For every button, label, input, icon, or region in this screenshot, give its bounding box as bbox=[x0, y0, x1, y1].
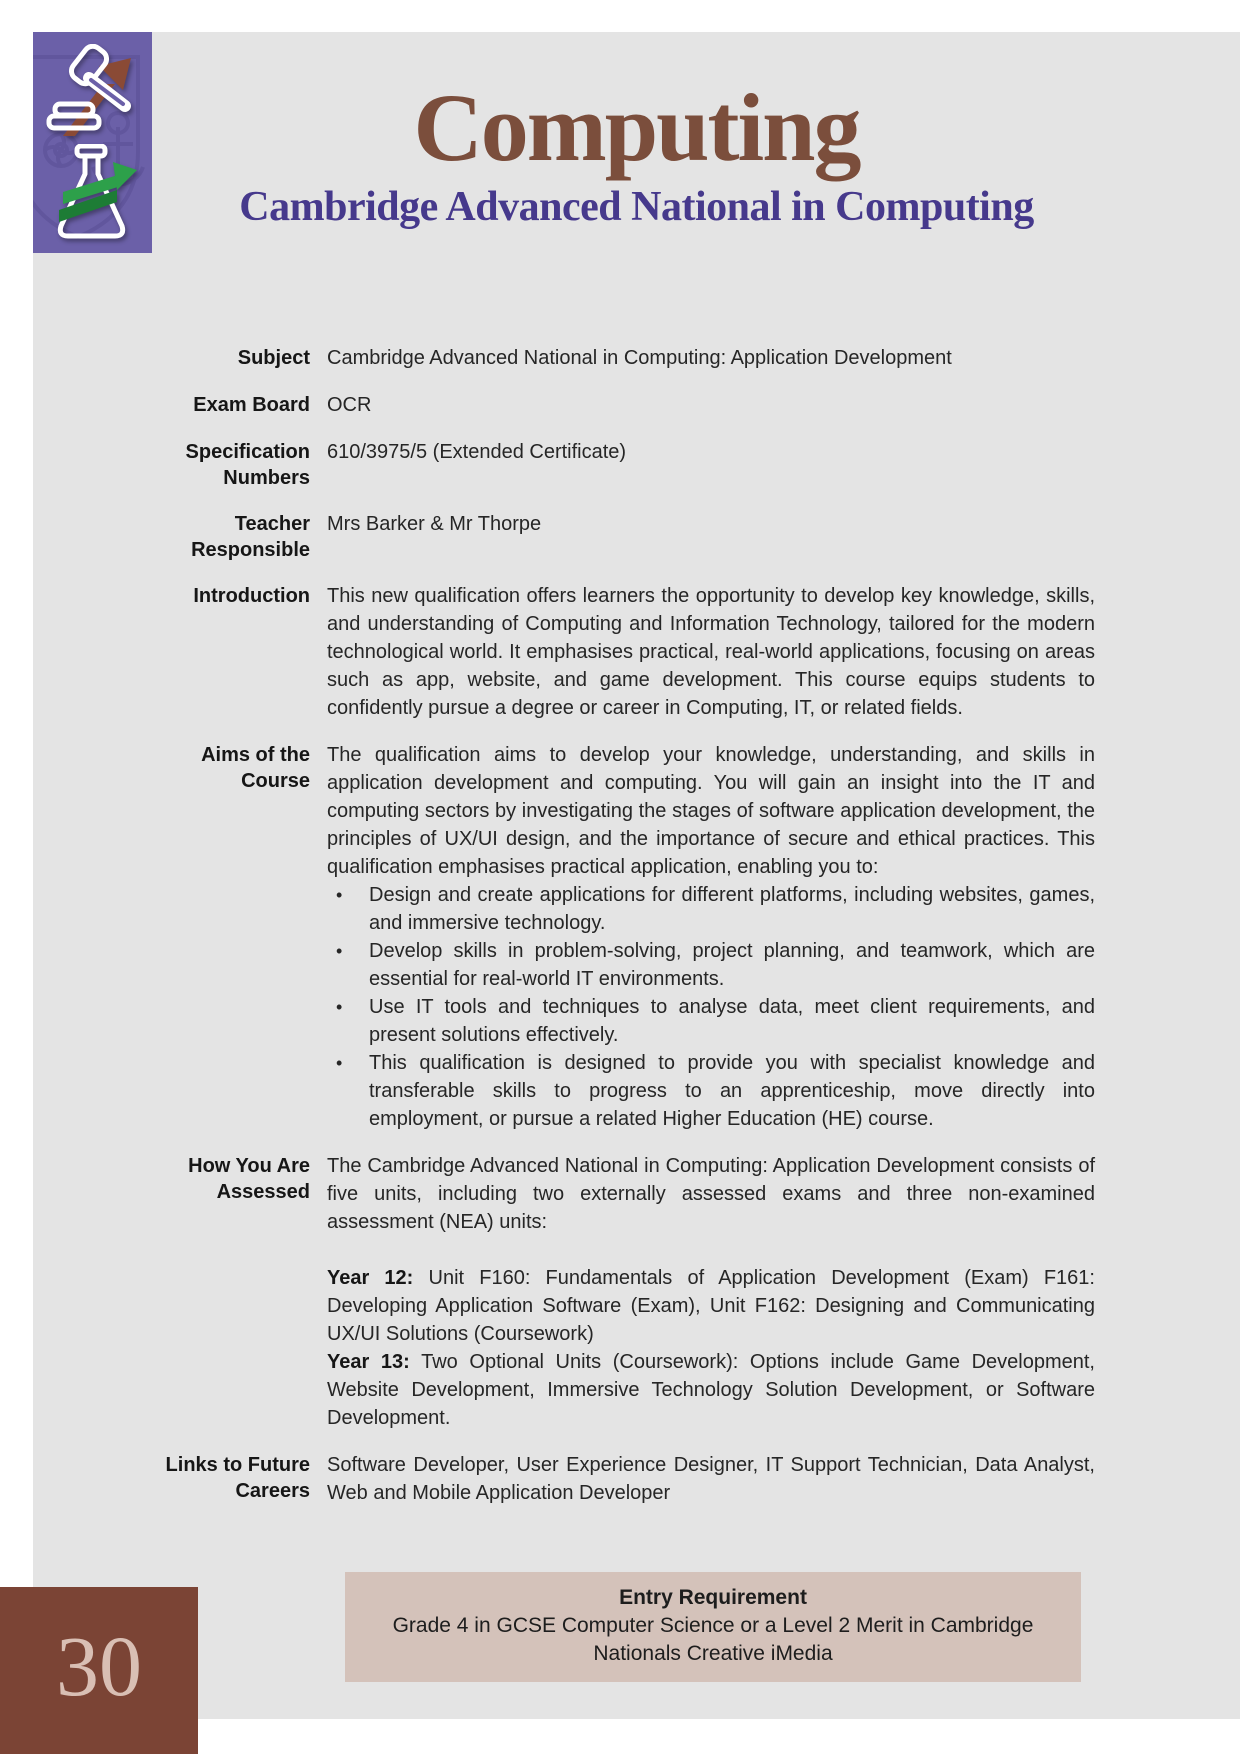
field-value: 610/3975/5 (Extended Certificate) bbox=[327, 441, 627, 463]
field-label: Aims of the Course bbox=[201, 744, 310, 792]
field-row-teacher bbox=[150, 510, 1095, 563]
field-label: Introduction bbox=[193, 585, 310, 607]
bullet-marker: • bbox=[336, 1053, 343, 1073]
bullet-marker: • bbox=[336, 885, 343, 905]
field-row-specification bbox=[150, 438, 1095, 491]
field-value: OCR bbox=[327, 394, 372, 416]
bullet-marker: • bbox=[336, 997, 343, 1017]
field-label: Specification Numbers bbox=[185, 441, 310, 489]
field-row-subject bbox=[150, 344, 1095, 372]
field-label: Links to Future Careers bbox=[165, 1454, 310, 1502]
list-item: • This qualification is designed to provide you with specialist knowledge and transferable skills to progress to an apprenticeship, move directly into employment, or pursue a related Higher Education (HE) course. bbox=[327, 1049, 1095, 1133]
course-details bbox=[150, 344, 1095, 1526]
field-row-aims bbox=[150, 741, 1095, 1133]
entry-requirement-box bbox=[345, 1572, 1081, 1682]
page-number: 30 bbox=[56, 1618, 142, 1714]
field-label: Exam Board bbox=[193, 394, 310, 416]
assessed-intro: The Cambridge Advanced National in Computing: Application Development consists of five units, including two externally assessed exams and three non-examined assessment (NEA) units: bbox=[327, 1155, 1095, 1233]
header bbox=[33, 0, 1240, 230]
blank-line bbox=[327, 1236, 1095, 1264]
field-value bbox=[327, 1152, 1095, 1432]
page-subtitle: Cambridge Advanced National in Computing bbox=[239, 184, 1034, 230]
field-value: Software Developer, User Experience Designer, IT Support Technician, Data Analyst, Web and Mobile Application Developer bbox=[327, 1454, 1095, 1504]
field-value: This new qualification offers learners the opportunity to develop key knowledge, skills, and understanding of Computing and Information Technology, tailored for the modern technological world. It emphasises practical, real-world applications, focusing on areas such as app, website, and game development. This course equips students to confidently pursue a degree or career in Computing, IT, or related fields. bbox=[327, 585, 1095, 719]
list-item: • Develop skills in problem-solving, project planning, and teamwork, which are essential for real-world IT environments. bbox=[327, 937, 1095, 993]
year12-label: Year 12: bbox=[327, 1267, 414, 1289]
field-label: Subject bbox=[237, 347, 310, 369]
field-value bbox=[327, 741, 1095, 1133]
page-title: Computing bbox=[413, 74, 860, 181]
field-row-exam-board bbox=[150, 391, 1095, 419]
year13-label: Year 13: bbox=[327, 1351, 410, 1373]
field-label: Teacher Responsible bbox=[191, 513, 310, 561]
bullet-marker: • bbox=[336, 941, 343, 961]
list-item: • Use IT tools and techniques to analyse data, meet client requirements, and present solutions effectively. bbox=[327, 993, 1095, 1049]
page-number-box bbox=[0, 1587, 198, 1754]
assessed-year13: Year 13: Two Optional Units (Coursework): Options include Game Development, Website Development, Immersive Technology Solution Development, or Software Development. bbox=[327, 1351, 1095, 1429]
field-row-assessed bbox=[150, 1152, 1095, 1432]
entry-requirement-title: Entry Requirement bbox=[619, 1586, 807, 1609]
aims-intro: The qualification aims to develop your knowledge, understanding, and skills in application development and computing. You will gain an insight into the IT and computing sectors by investigating the stages of software application development, the principles of UX/UI design, and the importance of secure and ethical practices. This qualification emphasises practical application, enabling you to: bbox=[327, 744, 1095, 878]
field-value: Cambridge Advanced National in Computing: Application Development bbox=[327, 347, 952, 369]
aims-bullet-list bbox=[327, 881, 1095, 1133]
entry-requirement-text: Grade 4 in GCSE Computer Science or a Level 2 Merit in Cambridge Nationals Creative iMedia bbox=[392, 1614, 1034, 1665]
list-item: • Design and create applications for different platforms, including websites, games, and immersive technology. bbox=[327, 881, 1095, 937]
field-row-careers bbox=[150, 1451, 1095, 1507]
field-row-introduction bbox=[150, 582, 1095, 722]
field-value: Mrs Barker & Mr Thorpe bbox=[327, 513, 542, 535]
assessed-year12: Year 12: Unit F160: Fundamentals of Application Development (Exam) F161: Developing Application Software (Exam), Unit F162: Designing and Communicating UX/UI Solutions (Coursework) bbox=[327, 1267, 1095, 1345]
field-label: How You Are Assessed bbox=[188, 1155, 310, 1203]
